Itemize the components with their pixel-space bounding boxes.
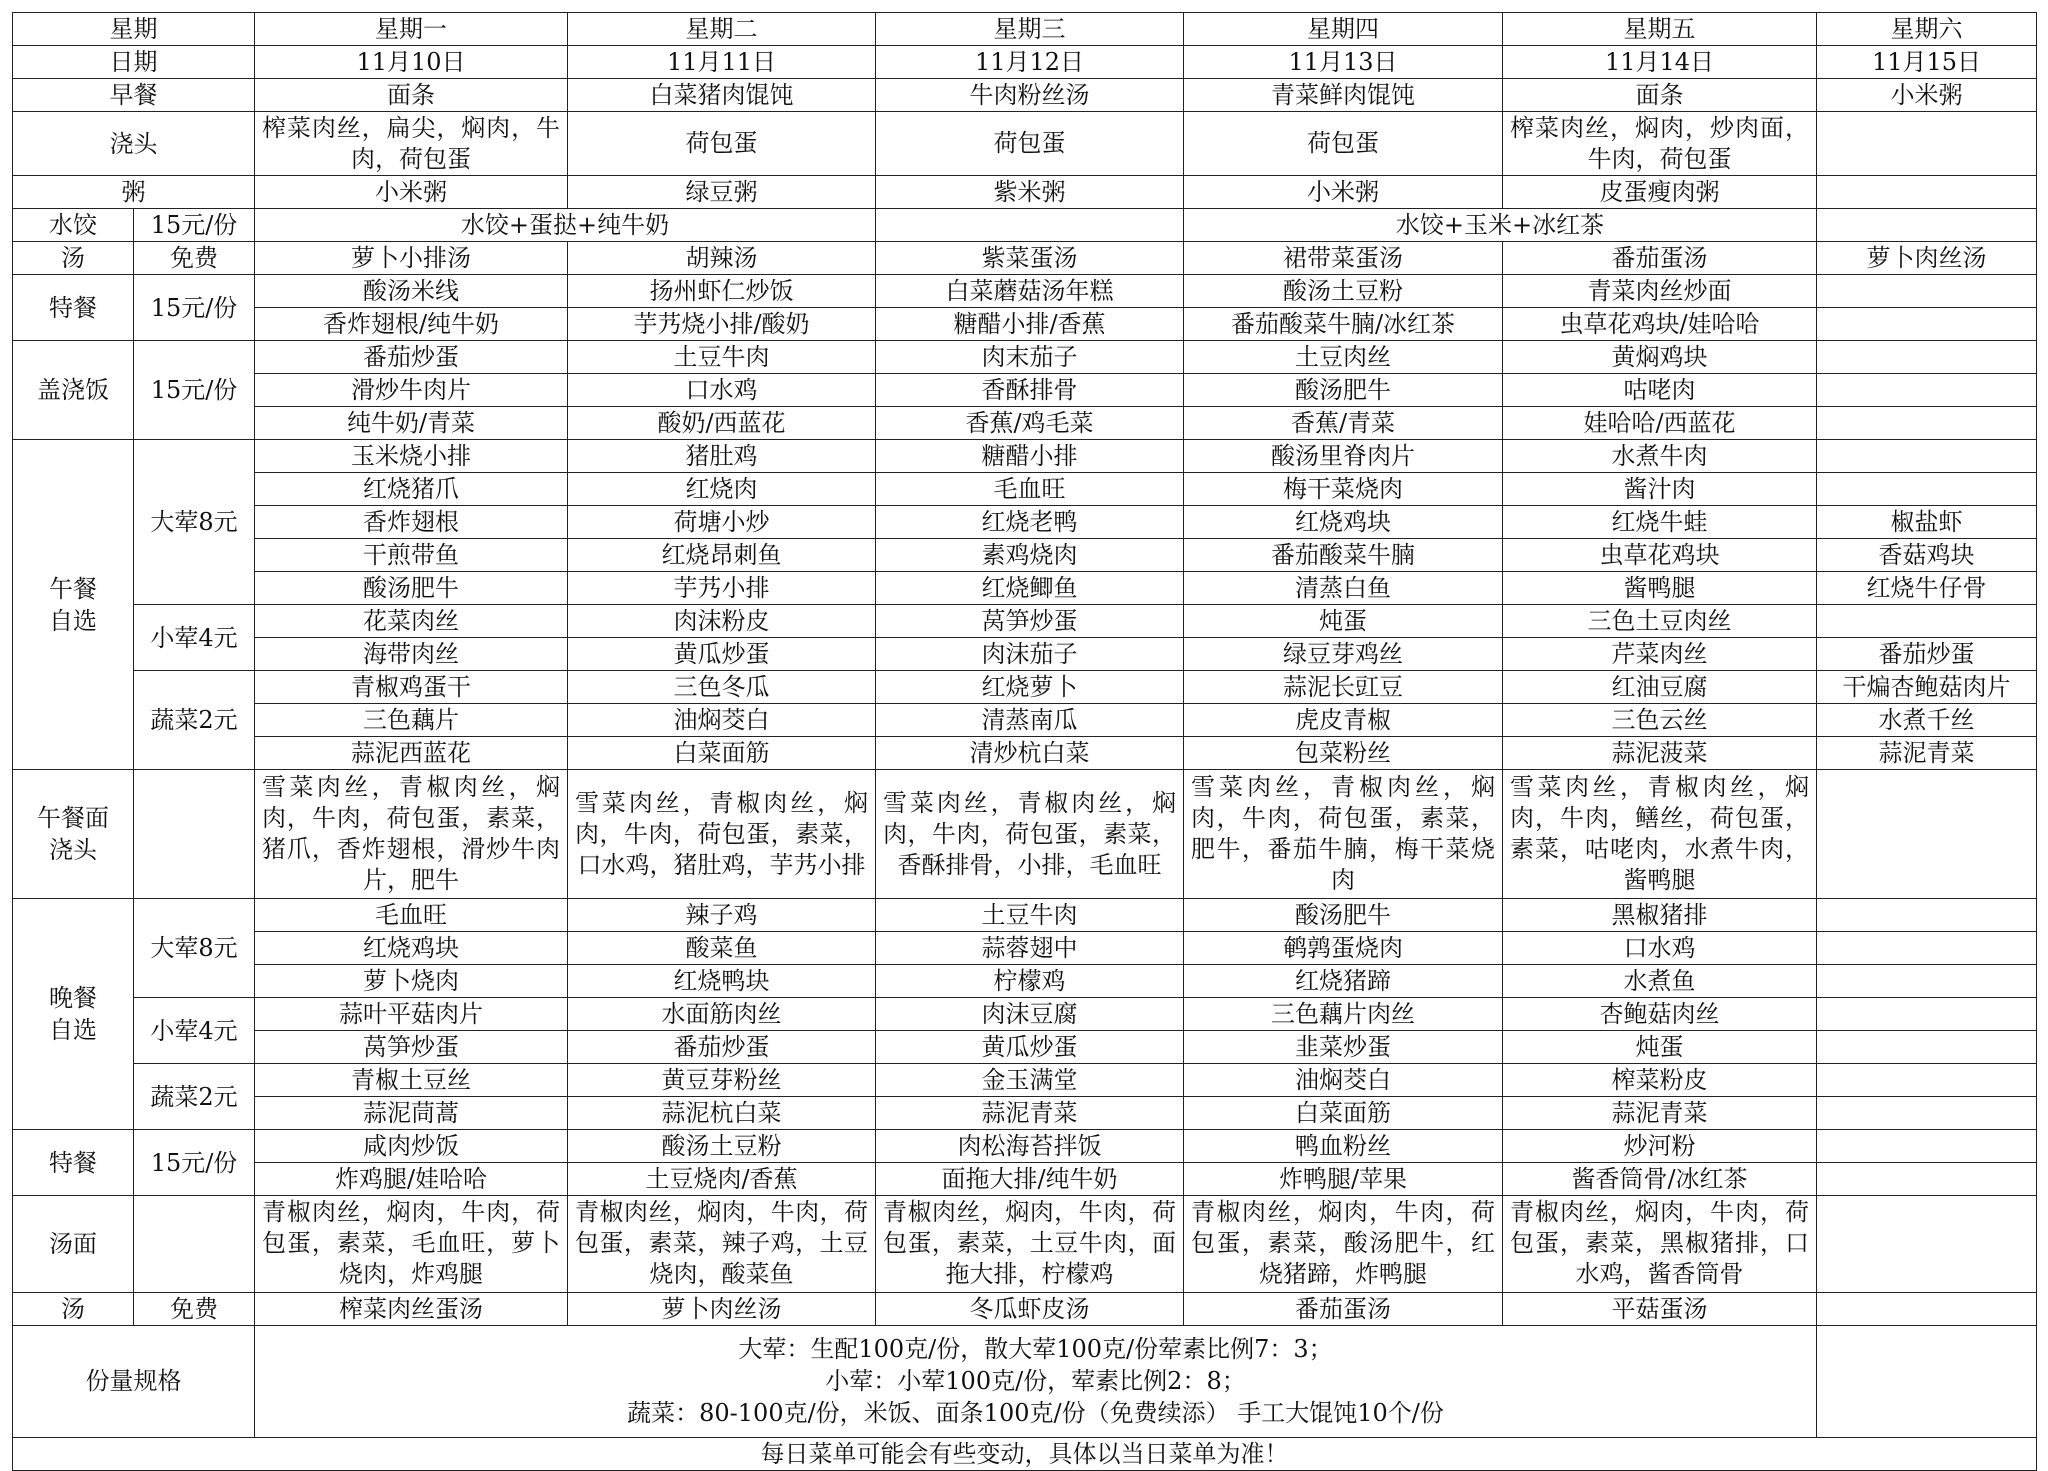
menu-cell: 肉沫茄子 <box>876 638 1184 671</box>
menu-cell: 白菜面筋 <box>1184 1097 1503 1130</box>
date-cell: 11月15日 <box>1817 46 2037 79</box>
row-label: 水饺 <box>13 209 134 242</box>
menu-cell: 青椒肉丝，焖肉，牛肉，荷包蛋，素菜，酸汤肥牛，红烧猪蹄，炸鸭腿 <box>1184 1196 1503 1293</box>
category-label: 大荤8元 <box>134 899 255 998</box>
menu-cell: 芋艿小排 <box>568 572 876 605</box>
row-label: 日期 <box>13 46 255 79</box>
table-row <box>13 407 2037 440</box>
menu-cell: 三色土豆肉丝 <box>1503 605 1817 638</box>
table-row <box>13 308 2037 341</box>
day-header: 星期一 <box>255 13 568 46</box>
menu-cell: 毛血旺 <box>255 899 568 932</box>
day-header: 星期五 <box>1503 13 1817 46</box>
menu-cell: 三色藕片肉丝 <box>1184 998 1503 1031</box>
menu-cell: 玉米烧小排 <box>255 440 568 473</box>
row-label: 早餐 <box>13 79 255 112</box>
menu-cell: 紫菜蛋汤 <box>876 242 1184 275</box>
day-header: 星期六 <box>1817 13 2037 46</box>
menu-cell: 蒜泥茼蒿 <box>255 1097 568 1130</box>
table-row <box>13 770 2037 899</box>
date-cell: 11月11日 <box>568 46 876 79</box>
menu-cell: 香蕉/青菜 <box>1184 407 1503 440</box>
menu-cell: 炒河粉 <box>1503 1130 1817 1163</box>
table-row <box>13 998 2037 1031</box>
menu-cell: 酸汤肥牛 <box>1184 374 1503 407</box>
menu-cell: 干煸杏鲍菇肉片 <box>1817 671 2037 704</box>
menu-cell: 红烧肉 <box>568 473 876 506</box>
table-row <box>13 965 2037 998</box>
table-row <box>13 46 2037 79</box>
table-row <box>13 374 2037 407</box>
table-row <box>13 638 2037 671</box>
price-label: 15元/份 <box>134 341 255 440</box>
menu-cell: 猪肚鸡 <box>568 440 876 473</box>
menu-cell: 鸭血粉丝 <box>1184 1130 1503 1163</box>
menu-cell: 口水鸡 <box>568 374 876 407</box>
menu-cell: 雪菜肉丝，青椒肉丝，焖肉，牛肉，荷包蛋，素菜，肥牛，番茄牛腩，梅干菜烧肉 <box>1184 770 1503 899</box>
menu-cell: 香菇鸡块 <box>1817 539 2037 572</box>
menu-cell: 土豆烧肉/香蕉 <box>568 1163 876 1196</box>
menu-cell: 番茄蛋汤 <box>1184 1292 1503 1325</box>
menu-cell: 酸汤肥牛 <box>255 572 568 605</box>
menu-cell: 蒜泥青菜 <box>1817 737 2037 770</box>
menu-body <box>13 13 2037 1471</box>
menu-cell: 酱鸭腿 <box>1503 572 1817 605</box>
menu-cell: 榨菜肉丝，焖肉，炒肉面，牛肉，荷包蛋 <box>1503 112 1817 176</box>
menu-cell: 青椒土豆丝 <box>255 1064 568 1097</box>
menu-cell: 清蒸白鱼 <box>1184 572 1503 605</box>
menu-cell: 红烧鸡块 <box>255 932 568 965</box>
row-label: 粥 <box>13 176 255 209</box>
menu-cell: 杏鲍菇肉丝 <box>1503 998 1817 1031</box>
menu-cell <box>134 770 255 899</box>
menu-cell: 土豆牛肉 <box>876 899 1184 932</box>
table-row <box>13 1325 2037 1437</box>
menu-cell: 水煮牛肉 <box>1503 440 1817 473</box>
menu-cell: 牛肉粉丝汤 <box>876 79 1184 112</box>
menu-cell: 绿豆粥 <box>568 176 876 209</box>
price-label: 免费 <box>134 1292 255 1325</box>
menu-cell: 三色冬瓜 <box>568 671 876 704</box>
table-row <box>13 275 2037 308</box>
price-label: 15元/份 <box>134 1130 255 1196</box>
menu-cell: 清蒸南瓜 <box>876 704 1184 737</box>
menu-cell: 芋艿烧小排/酸奶 <box>568 308 876 341</box>
date-cell: 11月12日 <box>876 46 1184 79</box>
row-label: 午餐 自选 <box>13 440 134 770</box>
menu-cell: 荷包蛋 <box>876 112 1184 176</box>
menu-cell: 糖醋小排/香蕉 <box>876 308 1184 341</box>
menu-cell: 皮蛋瘦肉粥 <box>1503 176 1817 209</box>
menu-cell: 萝卜烧肉 <box>255 965 568 998</box>
menu-cell: 虫草花鸡块/娃哈哈 <box>1503 308 1817 341</box>
menu-cell: 雪菜肉丝，青椒肉丝，焖肉，牛肉，荷包蛋，素菜，猪爪，香炸翅根，滑炒牛肉片，肥牛 <box>255 770 568 899</box>
menu-cell: 毛血旺 <box>876 473 1184 506</box>
table-row <box>13 605 2037 638</box>
menu-cell <box>1817 899 2037 932</box>
menu-cell: 荷包蛋 <box>1184 112 1503 176</box>
category-label: 小荤4元 <box>134 605 255 671</box>
menu-cell: 酸汤米线 <box>255 275 568 308</box>
day-header: 星期三 <box>876 13 1184 46</box>
row-label: 汤 <box>13 1292 134 1325</box>
menu-cell: 酸汤土豆粉 <box>1184 275 1503 308</box>
menu-cell <box>1817 965 2037 998</box>
row-label: 汤面 <box>13 1196 134 1293</box>
menu-cell: 红烧鸭块 <box>568 965 876 998</box>
menu-cell: 红烧萝卜 <box>876 671 1184 704</box>
weekly-menu-table <box>12 12 2037 1471</box>
menu-cell: 水面筋肉丝 <box>568 998 876 1031</box>
menu-cell: 韭菜炒蛋 <box>1184 1031 1503 1064</box>
menu-cell: 白菜面筋 <box>568 737 876 770</box>
menu-cell: 红烧猪爪 <box>255 473 568 506</box>
menu-cell: 冬瓜虾皮汤 <box>876 1292 1184 1325</box>
menu-cell: 土豆肉丝 <box>1184 341 1503 374</box>
menu-cell: 椒盐虾 <box>1817 506 2037 539</box>
menu-cell: 红烧老鸭 <box>876 506 1184 539</box>
menu-cell: 肉沫粉皮 <box>568 605 876 638</box>
table-row <box>13 704 2037 737</box>
menu-cell: 酸汤里脊肉片 <box>1184 440 1503 473</box>
table-row <box>13 1130 2037 1163</box>
menu-cell: 虎皮青椒 <box>1184 704 1503 737</box>
table-row <box>13 572 2037 605</box>
table-row <box>13 1163 2037 1196</box>
menu-cell: 炸鸭腿/苹果 <box>1184 1163 1503 1196</box>
menu-cell <box>1817 1196 2037 1293</box>
menu-cell: 肉末茄子 <box>876 341 1184 374</box>
portion-line: 大荤：生配100克/份，散大荤100克/份荤素比例7：3； <box>738 1335 1333 1364</box>
menu-cell: 酱香筒骨/冰红茶 <box>1503 1163 1817 1196</box>
menu-cell: 黑椒猪排 <box>1503 899 1817 932</box>
menu-cell: 面条 <box>1503 79 1817 112</box>
menu-cell <box>1817 275 2037 308</box>
portion-line: 蔬菜：80-100克/份，米饭、面条100克/份（免费续添） 手工大馄饨10个/份 <box>627 1399 1444 1428</box>
menu-cell: 口水鸡 <box>1503 932 1817 965</box>
table-row <box>13 473 2037 506</box>
menu-cell: 三色云丝 <box>1503 704 1817 737</box>
menu-cell: 金玉满堂 <box>876 1064 1184 1097</box>
row-label: 浇头 <box>13 112 255 176</box>
menu-cell: 蒜泥青菜 <box>1503 1097 1817 1130</box>
menu-cell: 荷包蛋 <box>568 112 876 176</box>
menu-cell: 香蕉/鸡毛菜 <box>876 407 1184 440</box>
menu-cell: 鹌鹑蛋烧肉 <box>1184 932 1503 965</box>
menu-cell: 水饺+玉米+冰红茶 <box>1184 209 1817 242</box>
menu-cell: 番茄炒蛋 <box>1817 638 2037 671</box>
menu-cell: 紫米粥 <box>876 176 1184 209</box>
portion-line: 小荤：小荤100克/份，荤素比例2：8； <box>825 1367 1246 1396</box>
menu-cell: 萝卜肉丝汤 <box>1817 242 2037 275</box>
menu-cell: 海带肉丝 <box>255 638 568 671</box>
menu-cell: 青椒肉丝，焖肉，牛肉，荷包蛋，素菜，毛血旺，萝卜烧肉，炸鸡腿 <box>255 1196 568 1293</box>
menu-cell: 蒜泥西蓝花 <box>255 737 568 770</box>
menu-cell: 香炸翅根/纯牛奶 <box>255 308 568 341</box>
menu-cell: 水饺+蛋挞+纯牛奶 <box>255 209 876 242</box>
menu-cell: 辣子鸡 <box>568 899 876 932</box>
table-row <box>13 209 2037 242</box>
table-row <box>13 737 2037 770</box>
menu-cell: 花菜肉丝 <box>255 605 568 638</box>
menu-cell: 番茄蛋汤 <box>1503 242 1817 275</box>
menu-cell: 胡辣汤 <box>568 242 876 275</box>
menu-cell: 酸汤肥牛 <box>1184 899 1503 932</box>
menu-cell: 芹菜肉丝 <box>1503 638 1817 671</box>
menu-cell: 榨菜粉皮 <box>1503 1064 1817 1097</box>
menu-cell: 裙带菜蛋汤 <box>1184 242 1503 275</box>
menu-cell: 油焖茭白 <box>568 704 876 737</box>
category-label: 大荤8元 <box>134 440 255 605</box>
menu-cell <box>1817 1292 2037 1325</box>
row-label: 汤 <box>13 242 134 275</box>
menu-cell <box>1817 1163 2037 1196</box>
menu-cell: 酸菜鱼 <box>568 932 876 965</box>
menu-cell: 香酥排骨 <box>876 374 1184 407</box>
menu-cell: 咸肉炒饭 <box>255 1130 568 1163</box>
menu-cell: 娃哈哈/西蓝花 <box>1503 407 1817 440</box>
menu-cell: 肉松海苔拌饭 <box>876 1130 1184 1163</box>
menu-cell: 水煮千丝 <box>1817 704 2037 737</box>
menu-cell: 青菜肉丝炒面 <box>1503 275 1817 308</box>
menu-cell: 黄瓜炒蛋 <box>876 1031 1184 1064</box>
menu-cell <box>1817 1031 2037 1064</box>
menu-cell: 面拖大排/纯牛奶 <box>876 1163 1184 1196</box>
table-row <box>13 1031 2037 1064</box>
menu-cell <box>1817 473 2037 506</box>
menu-cell: 小米粥 <box>255 176 568 209</box>
menu-cell: 红烧牛蛙 <box>1503 506 1817 539</box>
menu-cell: 酸奶/西蓝花 <box>568 407 876 440</box>
menu-cell: 虫草花鸡块 <box>1503 539 1817 572</box>
menu-cell: 红烧昂刺鱼 <box>568 539 876 572</box>
menu-cell <box>1817 407 2037 440</box>
menu-cell: 番茄炒蛋 <box>255 341 568 374</box>
price-label: 免费 <box>134 242 255 275</box>
menu-cell: 红烧鲫鱼 <box>876 572 1184 605</box>
menu-cell: 红烧鸡块 <box>1184 506 1503 539</box>
row-label: 晚餐 自选 <box>13 899 134 1130</box>
menu-cell: 白菜蘑菇汤年糕 <box>876 275 1184 308</box>
menu-cell <box>134 1196 255 1293</box>
menu-cell: 青椒肉丝，焖肉，牛肉，荷包蛋，素菜，辣子鸡，土豆烧肉，酸菜鱼 <box>568 1196 876 1293</box>
row-label: 午餐面 浇头 <box>13 770 134 899</box>
table-row <box>13 1437 2037 1470</box>
row-label: 份量规格 <box>13 1325 255 1437</box>
menu-cell: 梅干菜烧肉 <box>1184 473 1503 506</box>
menu-cell: 青椒肉丝，焖肉，牛肉，荷包蛋，素菜，黑椒猪排，口水鸡，酱香筒骨 <box>1503 1196 1817 1293</box>
menu-cell: 肉沫豆腐 <box>876 998 1184 1031</box>
table-row <box>13 1064 2037 1097</box>
menu-cell: 香炸翅根 <box>255 506 568 539</box>
table-row <box>13 1292 2037 1325</box>
menu-cell: 蒜叶平菇肉片 <box>255 998 568 1031</box>
menu-cell: 炖蛋 <box>1184 605 1503 638</box>
price-label: 15元/份 <box>134 275 255 341</box>
menu-cell: 黄豆芽粉丝 <box>568 1064 876 1097</box>
menu-cell: 蒜泥杭白菜 <box>568 1097 876 1130</box>
menu-cell: 雪菜肉丝，青椒肉丝，焖肉，牛肉，荷包蛋，素菜，口水鸡，猪肚鸡，芋艿小排 <box>568 770 876 899</box>
row-label: 特餐 <box>13 275 134 341</box>
menu-cell: 小米粥 <box>1184 176 1503 209</box>
menu-cell <box>1817 998 2037 1031</box>
table-row <box>13 506 2037 539</box>
portion-spec <box>255 1325 1817 1437</box>
menu-cell: 雪菜肉丝，青椒肉丝，焖肉，牛肉，鳝丝，荷包蛋，素菜，咕咾肉，水煮牛肉，酱鸭腿 <box>1503 770 1817 899</box>
menu-cell: 榨菜肉丝，扁尖，焖肉，牛肉，荷包蛋 <box>255 112 568 176</box>
row-label: 盖浇饭 <box>13 341 134 440</box>
menu-cell: 绿豆芽鸡丝 <box>1184 638 1503 671</box>
menu-cell: 番茄酸菜牛腩 <box>1184 539 1503 572</box>
menu-cell: 蒜蓉翅中 <box>876 932 1184 965</box>
menu-cell: 番茄炒蛋 <box>568 1031 876 1064</box>
menu-cell: 红油豆腐 <box>1503 671 1817 704</box>
menu-cell: 黄焖鸡块 <box>1503 341 1817 374</box>
menu-cell: 青椒鸡蛋干 <box>255 671 568 704</box>
date-cell: 11月13日 <box>1184 46 1503 79</box>
menu-cell: 咕咾肉 <box>1503 374 1817 407</box>
menu-cell: 番茄酸菜牛腩/冰红茶 <box>1184 308 1503 341</box>
table-row <box>13 79 2037 112</box>
menu-cell: 蒜泥菠菜 <box>1503 737 1817 770</box>
menu-cell: 青椒肉丝，焖肉，牛肉，荷包蛋，素菜，土豆牛肉，面拖大排，柠檬鸡 <box>876 1196 1184 1293</box>
menu-cell: 荷塘小炒 <box>568 506 876 539</box>
menu-cell: 清炒杭白菜 <box>876 737 1184 770</box>
menu-cell: 黄瓜炒蛋 <box>568 638 876 671</box>
menu-cell <box>1817 176 2037 209</box>
table-row <box>13 176 2037 209</box>
menu-cell: 酱汁肉 <box>1503 473 1817 506</box>
menu-cell: 扬州虾仁炒饭 <box>568 275 876 308</box>
menu-cell: 小米粥 <box>1817 79 2037 112</box>
category-label: 小荤4元 <box>134 998 255 1064</box>
menu-cell <box>1817 1325 2037 1437</box>
footer-note: 每日菜单可能会有些变动，具体以当日菜单为准！ <box>13 1437 2037 1470</box>
menu-cell <box>1817 1130 2037 1163</box>
menu-cell: 青菜鲜肉馄饨 <box>1184 79 1503 112</box>
menu-cell: 素鸡烧肉 <box>876 539 1184 572</box>
date-cell: 11月14日 <box>1503 46 1817 79</box>
date-cell: 11月10日 <box>255 46 568 79</box>
menu-cell <box>1817 440 2037 473</box>
menu-cell <box>1817 112 2037 176</box>
row-label: 特餐 <box>13 1130 134 1196</box>
menu-cell <box>876 209 1184 242</box>
table-row <box>13 1196 2037 1293</box>
menu-cell: 白菜猪肉馄饨 <box>568 79 876 112</box>
menu-cell <box>1817 374 2037 407</box>
menu-cell: 雪菜肉丝，青椒肉丝，焖肉，牛肉，荷包蛋，素菜，香酥排骨，小排，毛血旺 <box>876 770 1184 899</box>
table-row <box>13 440 2037 473</box>
menu-cell: 土豆牛肉 <box>568 341 876 374</box>
menu-cell: 糖醋小排 <box>876 440 1184 473</box>
table-row <box>13 112 2037 176</box>
menu-cell <box>1817 605 2037 638</box>
table-row <box>13 341 2037 374</box>
menu-cell: 包菜粉丝 <box>1184 737 1503 770</box>
table-row <box>13 932 2037 965</box>
header-label: 星期 <box>13 13 255 46</box>
category-label: 蔬菜2元 <box>134 671 255 770</box>
menu-cell <box>1817 1097 2037 1130</box>
table-row <box>13 13 2037 46</box>
day-header: 星期四 <box>1184 13 1503 46</box>
menu-cell: 纯牛奶/青菜 <box>255 407 568 440</box>
menu-cell <box>1817 209 2037 242</box>
table-row <box>13 1097 2037 1130</box>
menu-cell: 蒜泥长豇豆 <box>1184 671 1503 704</box>
menu-cell: 蒜泥青菜 <box>876 1097 1184 1130</box>
table-row <box>13 671 2037 704</box>
day-header: 星期二 <box>568 13 876 46</box>
menu-cell: 红烧牛仔骨 <box>1817 572 2037 605</box>
menu-cell <box>1817 932 2037 965</box>
menu-cell <box>1817 770 2037 899</box>
menu-cell: 酸汤土豆粉 <box>568 1130 876 1163</box>
menu-cell: 莴笋炒蛋 <box>255 1031 568 1064</box>
menu-cell: 萝卜小排汤 <box>255 242 568 275</box>
table-row <box>13 539 2037 572</box>
menu-cell: 炖蛋 <box>1503 1031 1817 1064</box>
menu-cell: 炸鸡腿/娃哈哈 <box>255 1163 568 1196</box>
menu-cell <box>1817 1064 2037 1097</box>
menu-cell: 干煎带鱼 <box>255 539 568 572</box>
menu-cell: 柠檬鸡 <box>876 965 1184 998</box>
menu-cell: 平菇蛋汤 <box>1503 1292 1817 1325</box>
menu-cell: 三色藕片 <box>255 704 568 737</box>
table-row <box>13 242 2037 275</box>
table-row <box>13 899 2037 932</box>
menu-cell: 油焖茭白 <box>1184 1064 1503 1097</box>
menu-cell: 莴笋炒蛋 <box>876 605 1184 638</box>
category-label: 蔬菜2元 <box>134 1064 255 1130</box>
menu-cell: 水煮鱼 <box>1503 965 1817 998</box>
menu-cell <box>1817 341 2037 374</box>
menu-cell: 滑炒牛肉片 <box>255 374 568 407</box>
menu-cell: 面条 <box>255 79 568 112</box>
menu-cell: 红烧猪蹄 <box>1184 965 1503 998</box>
menu-cell: 萝卜肉丝汤 <box>568 1292 876 1325</box>
price-label: 15元/份 <box>134 209 255 242</box>
menu-cell <box>1817 308 2037 341</box>
menu-cell: 榨菜肉丝蛋汤 <box>255 1292 568 1325</box>
